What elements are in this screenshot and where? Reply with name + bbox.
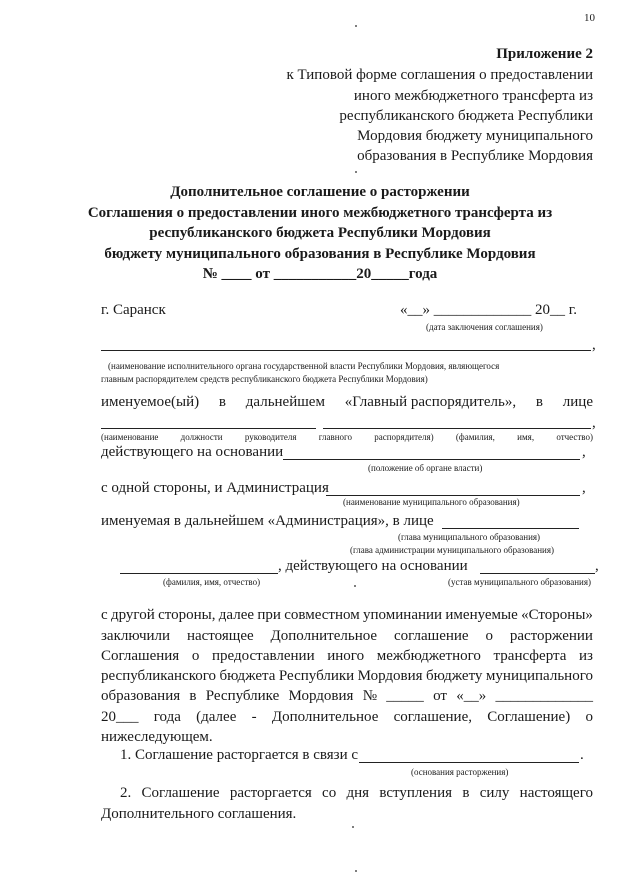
scan-speck bbox=[355, 870, 357, 872]
admin-hint: (наименование муниципального образования) bbox=[343, 497, 520, 507]
appendix-line: образования в Республике Мордовия bbox=[357, 148, 593, 164]
document-title-line: республиканского бюджета Республики Мордовия bbox=[149, 225, 491, 241]
item1-hint: (основания расторжения) bbox=[411, 767, 509, 777]
scan-speck bbox=[354, 585, 356, 587]
scan-speck bbox=[355, 171, 357, 173]
page-number: 10 bbox=[584, 12, 595, 24]
admin-named-label: именуемая в дальнейшем «Администрация», в лице bbox=[101, 513, 434, 529]
city-label: г. Саранск bbox=[101, 302, 166, 318]
appendix-line: к Типовой форме соглашения о предоставлении bbox=[286, 67, 593, 83]
paragraph-line: республиканского бюджета Республики Мордовия бюджету муниципального bbox=[101, 668, 593, 684]
admin-fio-line[interactable] bbox=[120, 573, 278, 574]
document-title-line: Дополнительное соглашение о расторжении bbox=[170, 184, 470, 200]
paragraph-last-line: нижеследующем. bbox=[101, 729, 213, 745]
item-1: 1. Соглашение расторгается в связи с bbox=[120, 747, 359, 763]
org-hint: главным распорядителем средств республиканского бюджета Республики Мордовия) bbox=[101, 374, 428, 384]
head-hint: (глава администрации муниципального образования) bbox=[350, 545, 554, 555]
charter-line[interactable] bbox=[480, 573, 595, 574]
appendix-title: Приложение 2 bbox=[496, 46, 593, 62]
basis-label: действующего на основании bbox=[101, 444, 284, 460]
paragraph-line: 20___ года (далее - Дополнительное соглашение, Соглашение) о bbox=[101, 709, 593, 725]
basis-line[interactable] bbox=[283, 459, 580, 460]
appendix-line: иного межбюджетного трансферта из bbox=[353, 88, 593, 104]
fio-line[interactable] bbox=[323, 428, 591, 429]
paragraph-line: образования в Республике Мордовия № _____ от «__» _____________ bbox=[101, 688, 593, 704]
admin-label: с одной стороны, и Администрация bbox=[101, 480, 329, 496]
charter-hint: (устав муниципального образования) bbox=[448, 577, 591, 587]
head-hint: (глава муниципального образования) bbox=[398, 532, 541, 542]
fio-hint: (фамилия, имя, отчество) bbox=[163, 577, 261, 587]
date-hint: (дата заключения соглашения) bbox=[426, 322, 543, 332]
appendix-line: республиканского бюджета Республики bbox=[339, 108, 593, 124]
item-2-line: Дополнительного соглашения. bbox=[101, 806, 297, 822]
paragraph-line: с другой стороны, далее при совместном упоминании именуемые «Стороны» bbox=[101, 607, 593, 623]
agreement-date-field[interactable]: «__» _____________ 20__ г. bbox=[400, 302, 577, 318]
acting-label: , действующего на основании bbox=[278, 558, 468, 574]
org-name-line[interactable] bbox=[101, 350, 591, 351]
document-page: 10 Приложение 2 к Типовой форме соглашения о предоставлении иного межбюджетного трансферта из республиканского бюджета Республики Мордовия бюджету муниципального образования в Республике Мордовия Дополнительное соглашение о расторжении Соглашения о предоставлении иного межбюджетного трансферта из республиканского бюджета Республики Мордовия бюджету муниципального образования в Республике Мордовия № ____ от ___________20_____года г. Саранск «__» _____________ 20__ г. (дата заключения соглашения) , (наименование исполнительного органа государственной власти Республики Мордовия, являющегося главным распорядителем средств республиканского бюджета Республики Мордовия) именуемое(ый) в дальнейшем «Главный распорядитель», в лице , (наименование должности руководителя главного распорядителя) (фамилия, имя, отчество) действующего на основании , (положение об органе власти) с одной стороны, и Администрация , (наименование муниципального образования) именуемая в дальнейшем «Администрация», в лице (глава муниципального образования) (глава администрации муниципального образования) , действующего на основании , (фамилия, имя, отчество) (устав муниципального образования) с другой стороны, далее при совместном упоминании именуемые «Стороны» заключили настоящее Дополнительное соглашение о расторжении Соглашения о предоставлении иного межбюджетного трансферта из республиканского бюджета Республики Мордовия бюджету муниципального образования в Республике Мордовия № _____ от «__» _____________ 20___ года (далее - Дополнительное соглашение, Соглашение) о нижеследующем. 1. Соглашение расторгается в связи с . (основания расторжения) 2. Соглашение расторгается со дня вступления в силу настоящего Дополнительного соглашения. bbox=[0, 0, 640, 892]
person-hint: (наименование должности руководителя главного распорядителя) (фамилия, имя, отчество) bbox=[101, 432, 593, 442]
item-2-line: 2. Соглашение расторгается со дня вступления в силу настоящего bbox=[120, 785, 593, 801]
scan-speck bbox=[355, 25, 357, 27]
position-line[interactable] bbox=[101, 428, 316, 429]
scan-speck bbox=[352, 826, 354, 828]
appendix-line: Мордовия бюджету муниципального bbox=[357, 128, 593, 144]
basis-hint: (положение об органе власти) bbox=[368, 463, 483, 473]
termination-reason-line[interactable] bbox=[359, 762, 579, 763]
document-title-line: бюджету муниципального образования в Республике Мордовия bbox=[104, 246, 536, 262]
paragraph-line: заключили настоящее Дополнительное соглашение о расторжении bbox=[101, 628, 593, 644]
paragraph-line: Соглашения о предоставлении иного межбюджетного трансферта из bbox=[101, 648, 593, 664]
admin-head-line[interactable] bbox=[442, 528, 579, 529]
document-title-line: Соглашения о предоставлении иного межбюджетного трансферта из bbox=[87, 205, 553, 221]
named-line: именуемое(ый) в дальнейшем «Главный распорядитель», в лице bbox=[101, 394, 593, 410]
document-title-line: № ____ от ___________20_____года bbox=[202, 266, 438, 282]
admin-name-line[interactable] bbox=[326, 495, 580, 496]
org-hint: (наименование исполнительного органа государственной власти Республики Мордовия, являющегося bbox=[108, 361, 500, 371]
